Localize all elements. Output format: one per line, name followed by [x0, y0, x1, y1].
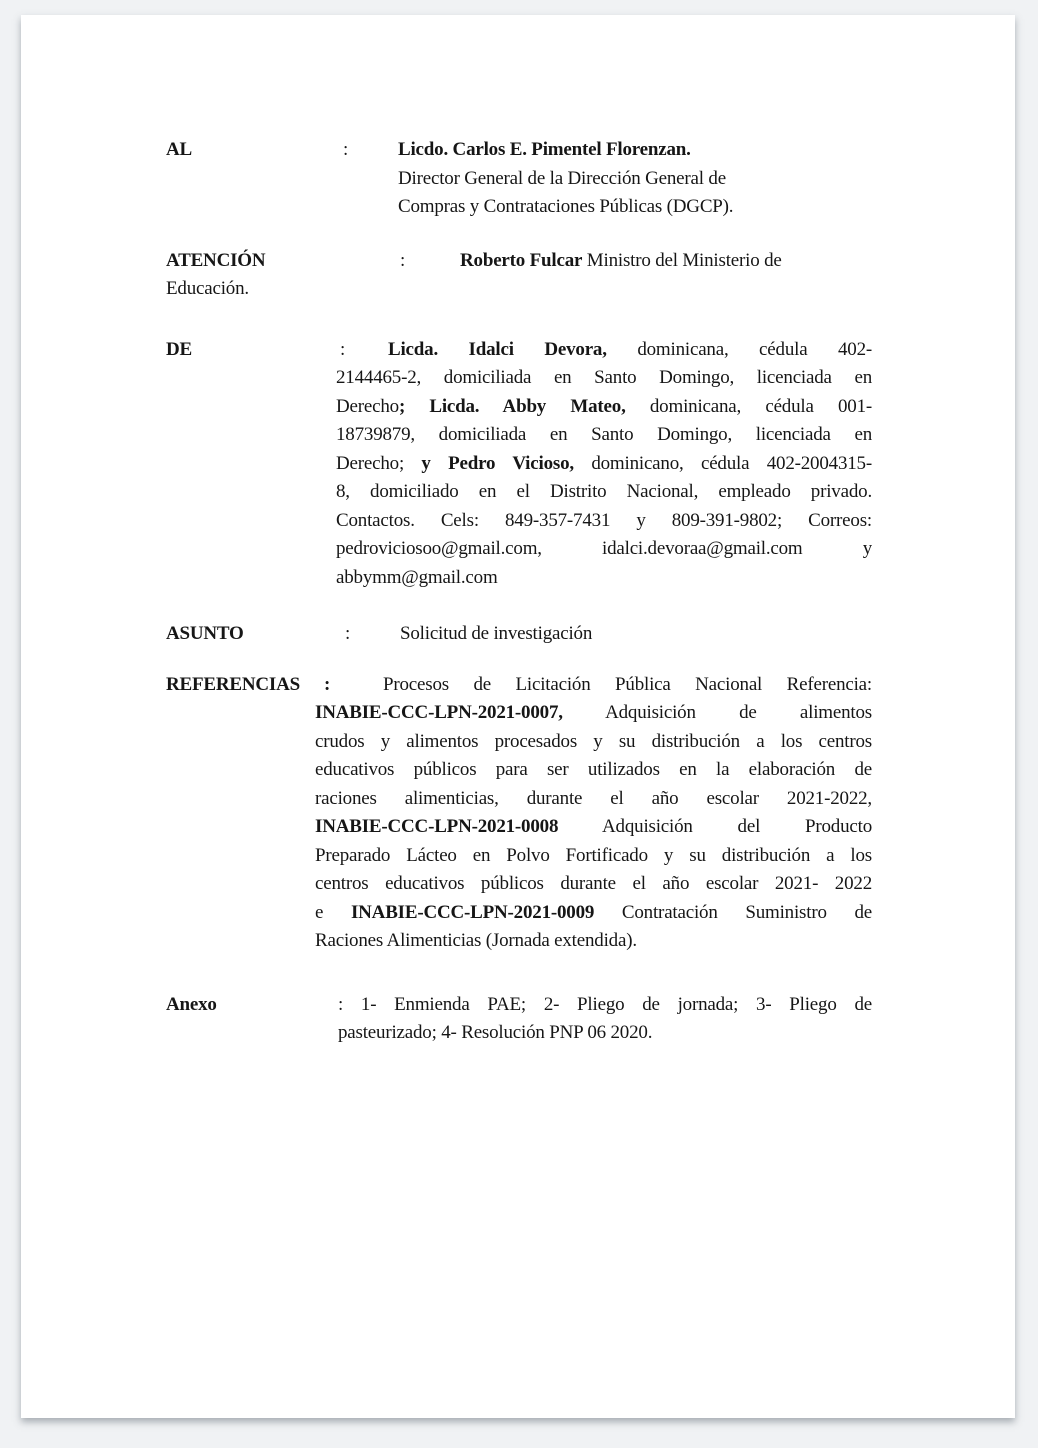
text-line [336, 564, 872, 593]
text-line [400, 620, 872, 649]
section-referencias [166, 671, 872, 956]
text-run: Roberto Fulcar [460, 249, 583, 271]
field-content [398, 136, 872, 222]
text-run: dominicano, cédula 402-2004315- [573, 452, 872, 474]
text-run: Raciones Alimenticias (Jornada extendida). [315, 930, 637, 951]
text-line [315, 756, 872, 785]
text-run: Director General de la Dirección General de [398, 167, 726, 189]
text-run: dominicana, cédula 402- [606, 338, 872, 360]
text-run: e [315, 901, 351, 923]
text-run: Solicitud de investigación [400, 623, 593, 644]
text-line [315, 899, 872, 928]
text-line [336, 336, 872, 365]
text-line [315, 870, 872, 899]
text-run: 2144465-2, domiciliada en Santo Domingo, licenciada en [336, 367, 872, 388]
text-run: pedroviciosoo@gmail.com, idalci.devoraa@gmail.com y [336, 538, 872, 559]
text-line [315, 785, 872, 814]
field-label-al: AL [166, 139, 192, 160]
text-line [336, 535, 872, 564]
text-run: raciones alimenticias, durante el año escolar 2021-2022, [315, 787, 872, 809]
field-label-asunto: ASUNTO [166, 623, 244, 644]
text-run: abbymm@gmail.com [336, 566, 498, 588]
text-run: y Pedro Vicioso, [421, 452, 574, 474]
memo-body [166, 136, 872, 1048]
field-label-atencion: ATENCIÓN [166, 249, 266, 271]
text-line [336, 478, 872, 507]
text-run: Licda. Idalci Devora, [388, 338, 607, 360]
text-run: : 1- Enmienda PAE; 2- Pliego de jornada; 3- Pliego de [338, 993, 872, 1015]
text-run: Compras y Contrataciones Públicas (DGCP). [398, 196, 734, 217]
text-run: 18739879, domiciliada en Santo Domingo, licenciada en [336, 424, 872, 445]
text-run: Adquisición del Producto [558, 816, 872, 837]
text-run: INABIE-CCC-LPN-2021-0007, [315, 702, 563, 723]
text-line [398, 193, 872, 222]
field-content [315, 671, 872, 956]
text-run: ; Licda. Abby Mateo, [398, 395, 626, 417]
field-content [166, 247, 872, 304]
text-line [315, 699, 872, 728]
section-atencion [166, 247, 872, 304]
field-content [400, 620, 872, 649]
text-line [398, 136, 872, 165]
text-line [315, 842, 872, 871]
field-content [336, 336, 872, 593]
text-line [336, 421, 872, 450]
field-label-anexo: Anexo [166, 993, 217, 1015]
text-line [315, 813, 872, 842]
field-label-de: DE [166, 338, 192, 360]
field-colon: : [324, 673, 331, 695]
text-run: centros educativos públicos durante el año escolar 2021- 2022 [315, 873, 872, 894]
field-colon: : [343, 139, 349, 160]
document-page [21, 15, 1015, 1418]
text-line [315, 671, 872, 700]
text-run: Adquisición de alimentos [562, 702, 872, 723]
text-run: Contratación Suministro de [594, 901, 872, 923]
text-run: dominicana, cédula 001- [625, 395, 872, 417]
text-run: INABIE-CCC-LPN-2021-0009 [350, 901, 595, 923]
text-line [336, 507, 872, 536]
text-run: pasteurizado; 4- Resolución PNP 06 2020. [338, 1022, 653, 1043]
field-colon: : [400, 249, 406, 271]
text-line [166, 275, 872, 304]
text-run: Ministro del Ministerio de [582, 249, 782, 271]
text-line [398, 165, 872, 194]
text-run: Contactos. Cels: 849-357-7431 y 809-391-9802; Correos: [336, 509, 872, 531]
text-run: Derecho [336, 395, 399, 417]
field-colon: : [345, 623, 351, 644]
text-run: Derecho; [336, 452, 422, 474]
text-line [338, 991, 872, 1020]
text-run: Procesos de Licitación Pública Nacional Referencia: [383, 673, 872, 695]
text-line [460, 247, 872, 276]
text-line [315, 728, 872, 757]
text-line [338, 1019, 872, 1048]
section-al [166, 136, 872, 222]
field-colon: : [340, 338, 346, 360]
section-de [166, 336, 872, 593]
text-run: Preparado Lácteo en Polvo Fortificado y su distribución a los [315, 844, 872, 866]
text-run: educativos públicos para ser utilizados en la elaboración de [315, 759, 872, 780]
field-content [338, 991, 872, 1048]
text-run: INABIE-CCC-LPN-2021-0008 [315, 816, 559, 837]
field-label-referencias: REFERENCIAS [166, 673, 300, 695]
text-line [315, 927, 872, 956]
section-asunto [166, 620, 872, 649]
text-run: 8, domiciliado en el Distrito Nacional, empleado privado. [336, 481, 872, 502]
text-line [336, 393, 872, 422]
text-line [336, 450, 872, 479]
text-run: crudos y alimentos procesados y su distribución a los centros [315, 730, 872, 752]
section-anexo [166, 991, 872, 1048]
text-run: Educación. [166, 278, 249, 299]
text-run: Licdo. Carlos E. Pimentel Florenzan. [398, 139, 691, 160]
text-line [336, 364, 872, 393]
